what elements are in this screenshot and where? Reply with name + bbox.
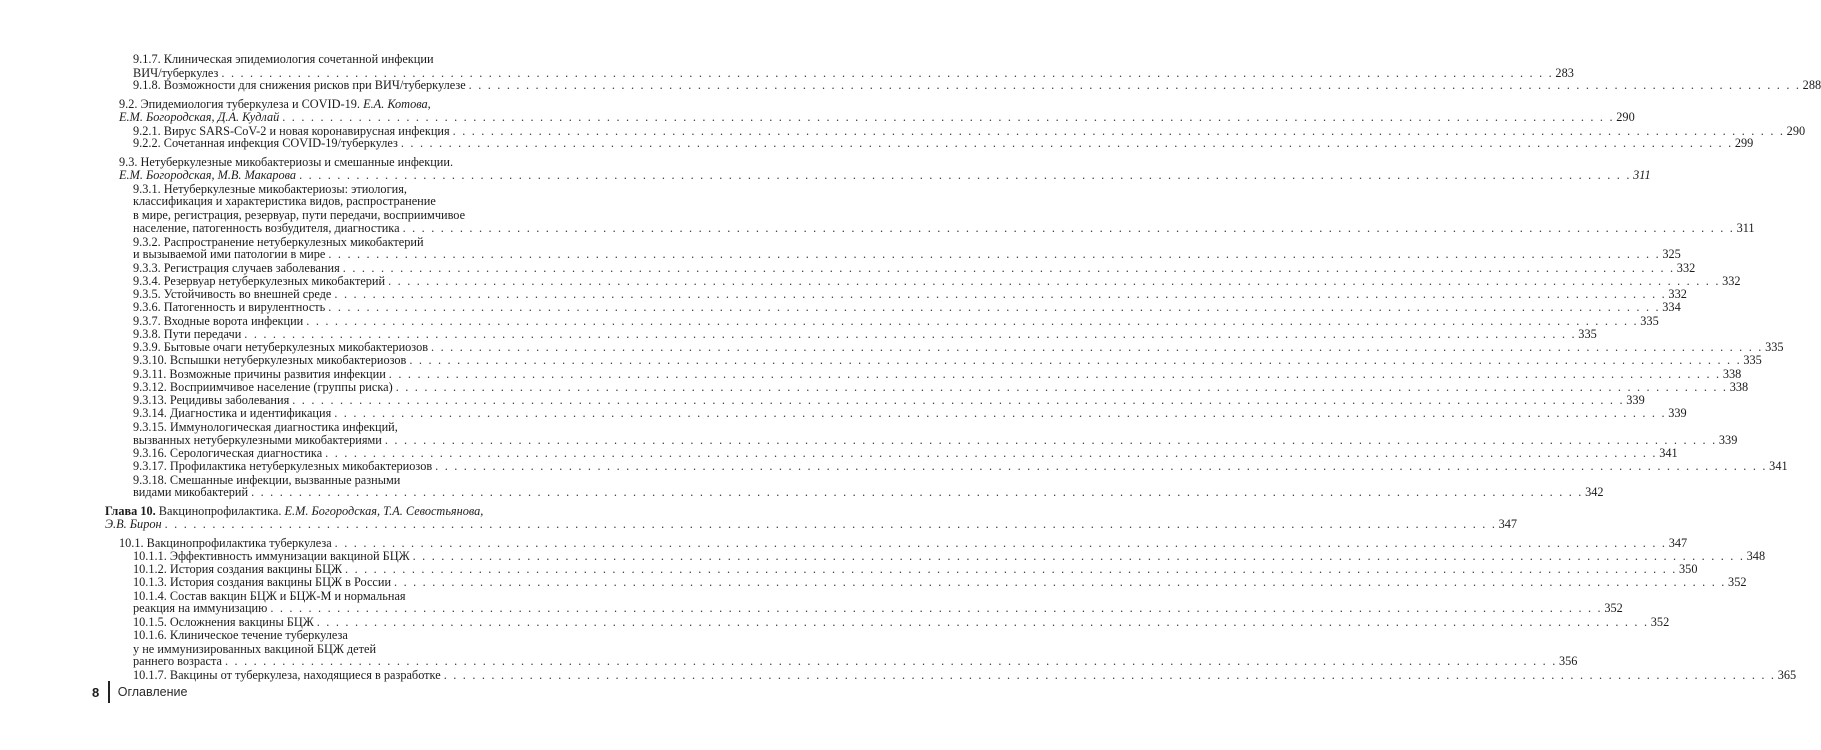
- entry-title: раннего возраста: [133, 654, 222, 668]
- toc-line: [133, 77, 1821, 93]
- entry-title: 9.3.18. Смешанные инфекции, вызванные разными: [133, 473, 401, 487]
- dot-leader: [444, 667, 1776, 683]
- entry-title: 10.1.5. Осложнения вакцины БЦЖ: [133, 615, 314, 629]
- entry-title: реакция на иммунизацию: [133, 601, 268, 615]
- entry-title: 9.3.2. Распространение нетуберкулезных микобактерий: [133, 235, 424, 249]
- entry-title: видами микобактерий: [133, 485, 249, 499]
- entry-authors: Е.М. Богородская, М.В. Макарова: [119, 168, 297, 182]
- entry-title: 10.1.3. История создания вакцины БЦЖ в России: [133, 575, 392, 589]
- toc-line: [133, 667, 1797, 683]
- entry-title: 9.3.3. Регистрация случаев заболевания: [133, 261, 340, 275]
- dot-leader: [317, 614, 1649, 630]
- entry-title: 10.1. Вакцинопрофилактика туберкулеза: [119, 536, 332, 550]
- page-ref: 332: [1668, 287, 1687, 301]
- toc-line-text: [133, 77, 466, 93]
- page-ref: 352: [1604, 601, 1623, 615]
- entry-title: 9.1.7. Клиническая эпидемиология сочетанной инфекции: [133, 52, 434, 66]
- page-ref: 288: [1802, 78, 1821, 92]
- entry-title: 9.3.6. Патогенность и вирулентность: [133, 300, 326, 314]
- entry-title: 10.1.6. Клиническое течение туберкулеза: [133, 628, 348, 642]
- entry-title: 9.3.16. Серологическая диагностика: [133, 446, 323, 460]
- dot-leader: [165, 516, 1497, 532]
- entry-title: 10.1.1. Эффективность иммунизации вакциной БЦЖ: [133, 549, 410, 563]
- page-ref: 341: [1659, 446, 1678, 460]
- page-ref: 338: [1722, 367, 1742, 381]
- page-ref: 339: [1718, 433, 1738, 447]
- dot-leader: [334, 405, 1666, 421]
- entry-authors: Е.М. Богородская, Д.А. Кудлай: [119, 110, 280, 124]
- entry-title: 9.3.5. Устойчивость во внешней среде: [133, 287, 332, 301]
- entry-title: и вызываемой ими патологии в мире: [133, 247, 326, 261]
- page-ref: 335: [1743, 353, 1762, 367]
- toc-line: [105, 516, 1518, 532]
- dot-leader: [403, 220, 1735, 236]
- entry-title: 9.3. Нетуберкулезные микобактериозы и смешанные инфекции.: [119, 155, 454, 169]
- entry-title: 9.3.17. Профилактика нетуберкулезных микобактериозов: [133, 459, 433, 473]
- entry-title: классификация и характеристика видов, распространение: [133, 194, 436, 208]
- entry-title: 10.1.4. Состав вакцин БЦЖ и БЦЖ-М и нормальная: [133, 589, 406, 603]
- page-ref: 335: [1765, 340, 1784, 354]
- entry-authors: Е.А. Котова,: [363, 97, 431, 111]
- page-ref: 339: [1668, 406, 1687, 420]
- dot-leader: [394, 574, 1726, 590]
- page-number: 8: [92, 684, 100, 700]
- entry-title: 9.3.9. Бытовые очаги нетуберкулезных микобактериозов: [133, 340, 429, 354]
- entry-title: население, патогенность возбудителя, диагностика: [133, 221, 400, 235]
- page-ref: 290: [1786, 124, 1806, 138]
- dot-leader: [251, 484, 1583, 500]
- entry-title: 10.1.2. История создания вакцины БЦЖ: [133, 562, 343, 576]
- entry-title: вызванных нетуберкулезными микобактериями: [133, 433, 382, 447]
- entry-title: 9.3.11. Возможные причины развития инфекции: [133, 367, 386, 381]
- page-ref: 350: [1679, 562, 1698, 576]
- entry-authors: Е.М. Богородская, Т.А. Севостьянова,: [284, 504, 484, 518]
- footer-divider: [108, 681, 110, 703]
- page-ref: 347: [1498, 517, 1518, 531]
- page-ref: 311: [1736, 221, 1755, 235]
- entry-title: ВИЧ/туберкулез: [133, 66, 219, 80]
- toc-line: [133, 135, 1754, 151]
- entry-title: 9.3.10. Вспышки нетуберкулезных микобактериозов: [133, 353, 407, 367]
- entry-title: у не иммунизированных вакциной БЦЖ детей: [133, 642, 377, 656]
- page-ref: 341: [1769, 459, 1788, 473]
- entry-title: в мире, регистрация, резервуар, пути передачи, восприимчивое: [133, 208, 466, 222]
- chapter-label: Глава 10.: [105, 504, 159, 518]
- section-label: Оглавление: [117, 685, 188, 699]
- page-ref: 283: [1555, 66, 1574, 80]
- toc-line: [133, 484, 1604, 500]
- page-ref: 299: [1734, 136, 1754, 150]
- entry-title: 9.2. Эпидемиология туберкулеза и COVID-19.: [119, 97, 361, 111]
- entry-title: 9.2.1. Вирус SARS-CoV-2 и новая коронавирусная инфекция: [133, 124, 450, 138]
- page-ref: 338: [1729, 380, 1749, 394]
- toc-line-text: [105, 516, 162, 532]
- page-ref: 342: [1585, 485, 1604, 499]
- entry-authors: Э.В. Бирон: [105, 517, 162, 531]
- entry-title: Вакцинопрофилактика.: [158, 504, 282, 518]
- entry-title: 9.3.15. Иммунологическая диагностика инфекций,: [133, 420, 398, 434]
- page-ref: 352: [1728, 575, 1747, 589]
- page-ref: 365: [1777, 668, 1797, 682]
- page-footer: [92, 681, 187, 703]
- dot-leader: [469, 77, 1801, 93]
- page-ref: 325: [1662, 247, 1681, 261]
- page-ref: 332: [1722, 274, 1741, 288]
- page-ref: 352: [1650, 615, 1670, 629]
- entry-title: 9.3.7. Входные ворота инфекции: [133, 314, 304, 328]
- entry-title: 9.1.8. Возможности для снижения рисков при ВИЧ/туберкулезе: [133, 78, 466, 92]
- toc-line-text: [133, 484, 248, 500]
- entry-title: 9.2.2. Сочетанная инфекция COVID-19/туберкулез: [133, 136, 398, 150]
- entry-title: 9.3.12. Восприимчивое население (группы риска): [133, 380, 393, 394]
- page-ref: 339: [1626, 393, 1645, 407]
- page-ref: 347: [1668, 536, 1688, 550]
- page-ref: 335: [1578, 327, 1597, 341]
- page-ref: 311: [1633, 168, 1651, 182]
- entry-title: 9.3.8. Пути передачи: [133, 327, 242, 341]
- page-ref: 348: [1746, 549, 1766, 563]
- entry-title: 9.3.4. Резервуар нетуберкулезных микобактерий: [133, 274, 386, 288]
- dot-leader: [401, 135, 1733, 151]
- page-ref: 332: [1676, 261, 1696, 275]
- entry-title: 9.3.14. Диагностика и идентификация: [133, 406, 332, 420]
- entry-title: 9.3.13. Рецидивы заболевания: [133, 393, 290, 407]
- page-ref: 334: [1662, 300, 1681, 314]
- page-ref: 290: [1616, 110, 1635, 124]
- page-ref: 335: [1640, 314, 1659, 328]
- entry-title: 10.1.7. Вакцины от туберкулеза, находящиеся в разработке: [133, 668, 441, 682]
- toc-line-text: [133, 135, 398, 151]
- dot-leader: [435, 458, 1767, 474]
- page-ref: 356: [1558, 654, 1578, 668]
- entry-title: 9.3.1. Нетуберкулезные микобактериозы: этиология,: [133, 182, 407, 196]
